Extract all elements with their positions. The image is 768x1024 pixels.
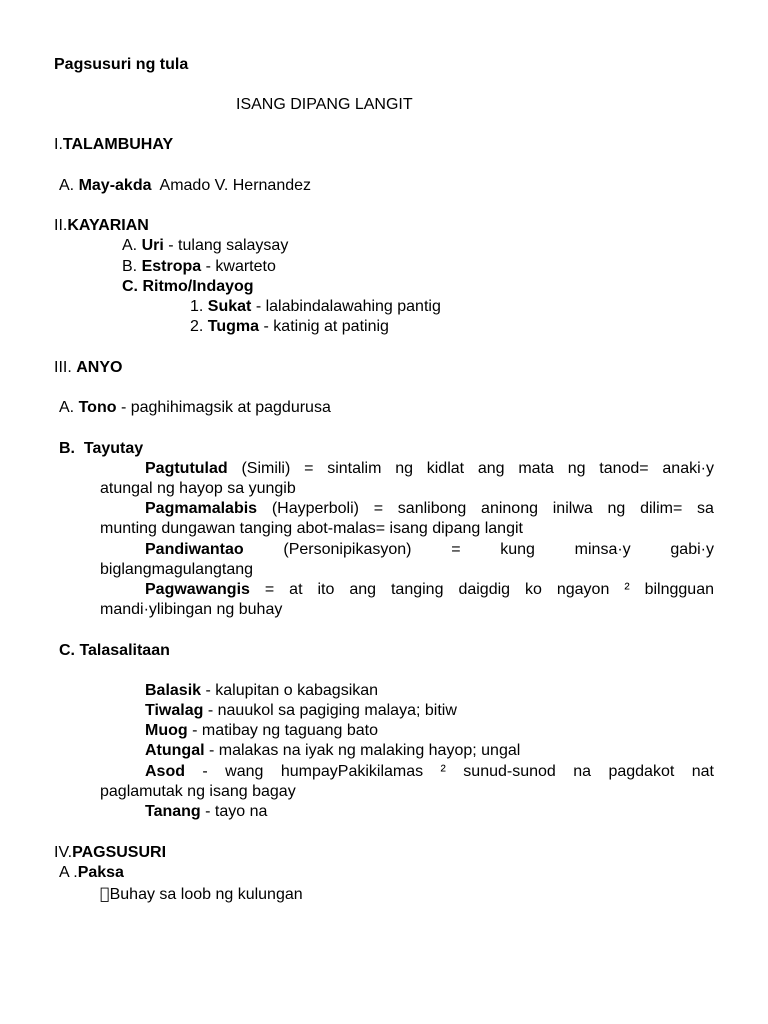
item-talasalitaan: C. Talasalitaan: [59, 642, 170, 659]
tayutay-entry: Pagtutulad (Simili) = sintalim ng kidlat ang mata ng tanod= anaki·y atungal ng hayop sa yungib: [100, 460, 714, 497]
item-tono: A. Tono - paghihimagsik at pagdurusa: [59, 399, 331, 416]
section-heading: PAGSUSURI: [72, 844, 167, 861]
section-heading: TALAMBUHAY: [62, 136, 174, 153]
section-number: I.: [54, 136, 63, 153]
item-value: - lalabindalawahing pantig: [255, 298, 441, 315]
item-uri: A. Uri - tulang salaysay: [122, 237, 289, 254]
poem-title: ISANG DIPANG LANGIT: [236, 96, 413, 113]
item-label: May-akda: [78, 177, 152, 194]
item-value: - katinig at patinig: [263, 318, 389, 335]
bullet-icon: [100, 884, 110, 903]
tayutay-continuation: atungal ng hayop sa yungib: [100, 480, 296, 497]
section-talambuhay: [54, 135, 173, 155]
section-number: III.: [54, 359, 72, 376]
vocab-term: Balasik: [145, 682, 202, 699]
vocab-entry: [145, 721, 378, 741]
vocab-definition: - nauukol sa pagiging malaya; bitiw: [207, 702, 457, 719]
item-label: Tugma: [207, 318, 260, 335]
tayutay-entry: Pandiwantao (Personipikasyon) = kung minsa·y gabi·y biglangmagulangtang: [100, 541, 714, 578]
vocab-term: Muog: [145, 722, 188, 739]
section-anyo: [54, 358, 122, 378]
vocab-definition: - matibay ng taguang bato: [192, 722, 379, 739]
section-kayarian: [54, 216, 149, 236]
section-number: IV.: [54, 844, 73, 861]
vocab-entry: [145, 681, 378, 701]
vocab-definition: - kalupitan o kabagsikan: [205, 682, 379, 699]
bullet-text: Buhay sa loob ng kulungan: [100, 886, 294, 903]
vocab-term: Tanang: [145, 803, 201, 820]
item-label: Sukat: [207, 298, 252, 315]
item-value: - tulang salaysay: [168, 237, 289, 254]
vocab-definition: - malakas na iyak ng malaking hayop; ungal: [209, 742, 521, 759]
vocab-entry: Asod - wang humpayPakikilamas ² sunud-sunod na pagdakot nat paglamutak ng isang bagay: [100, 763, 714, 800]
tayutay-term: Pagtutulad: [145, 460, 228, 477]
vocab-term: Asod: [145, 763, 185, 780]
tayutay-continuation: biglangmagulangtang: [100, 561, 254, 578]
section-pagsusuri: [54, 843, 166, 863]
item-sukat: 1. Sukat - lalabindalawahing pantig: [190, 298, 441, 315]
section-heading: KAYARIAN: [67, 217, 149, 234]
vocab-entry: [145, 741, 520, 761]
tayutay-entry: Pagwawangis = at ito ang tanging daigdig ko ngayon ² bilngguan mandi·ylibingan ng buhay: [100, 581, 714, 618]
vocab-entry: [145, 701, 457, 721]
paksa-bullet-item: [100, 884, 303, 905]
tayutay-term: Pagwawangis: [145, 581, 250, 598]
vocab-definition: - tayo na: [205, 803, 268, 820]
vocab-continuation: paglamutak ng isang bagay: [100, 783, 296, 800]
item-tugma: 2. Tugma - katinig at patinig: [190, 318, 389, 335]
tayutay-term: Pandiwantao: [145, 541, 244, 558]
tayutay-term: Pagmamalabis: [145, 500, 258, 517]
tayutay-entry: Pagmamalabis (Hayperboli) = sanlibong aninong inilwa ng dilim= sa munting dungawan tanging abot-malas= isang dipang langit: [100, 500, 714, 537]
item-estropa: B. Estropa - kwarteto: [122, 258, 276, 275]
vocab-entry: [145, 802, 267, 822]
tayutay-continuation: mandi·ylibingan ng buhay: [100, 601, 283, 618]
item-label: Tono: [78, 399, 117, 416]
item-value: - paghihimagsik at pagdurusa: [120, 399, 331, 416]
item-paksa: A .Paksa: [59, 864, 124, 881]
item-tayutay: B. Tayutay: [59, 440, 144, 457]
item-value: - kwarteto: [205, 258, 276, 275]
tayutay-continuation: munting dungawan tanging abot-malas= isang dipang langit: [100, 520, 523, 537]
item-label: Estropa: [141, 258, 202, 275]
section-number: II.: [54, 217, 68, 234]
vocab-term: Atungal: [145, 742, 205, 759]
vocab-term: Tiwalag: [145, 702, 204, 719]
item-value: Amado V. Hernandez: [159, 177, 312, 194]
document-title: Pagsusuri ng tula: [54, 56, 189, 73]
section-heading: ANYO: [76, 359, 123, 376]
item-may-akda: A. May-akda Amado V. Hernandez: [59, 177, 312, 194]
item-label: Uri: [141, 237, 164, 254]
item-label: Paksa: [77, 864, 124, 881]
item-ritmo-indayog: C. Ritmo/Indayog: [122, 278, 254, 295]
